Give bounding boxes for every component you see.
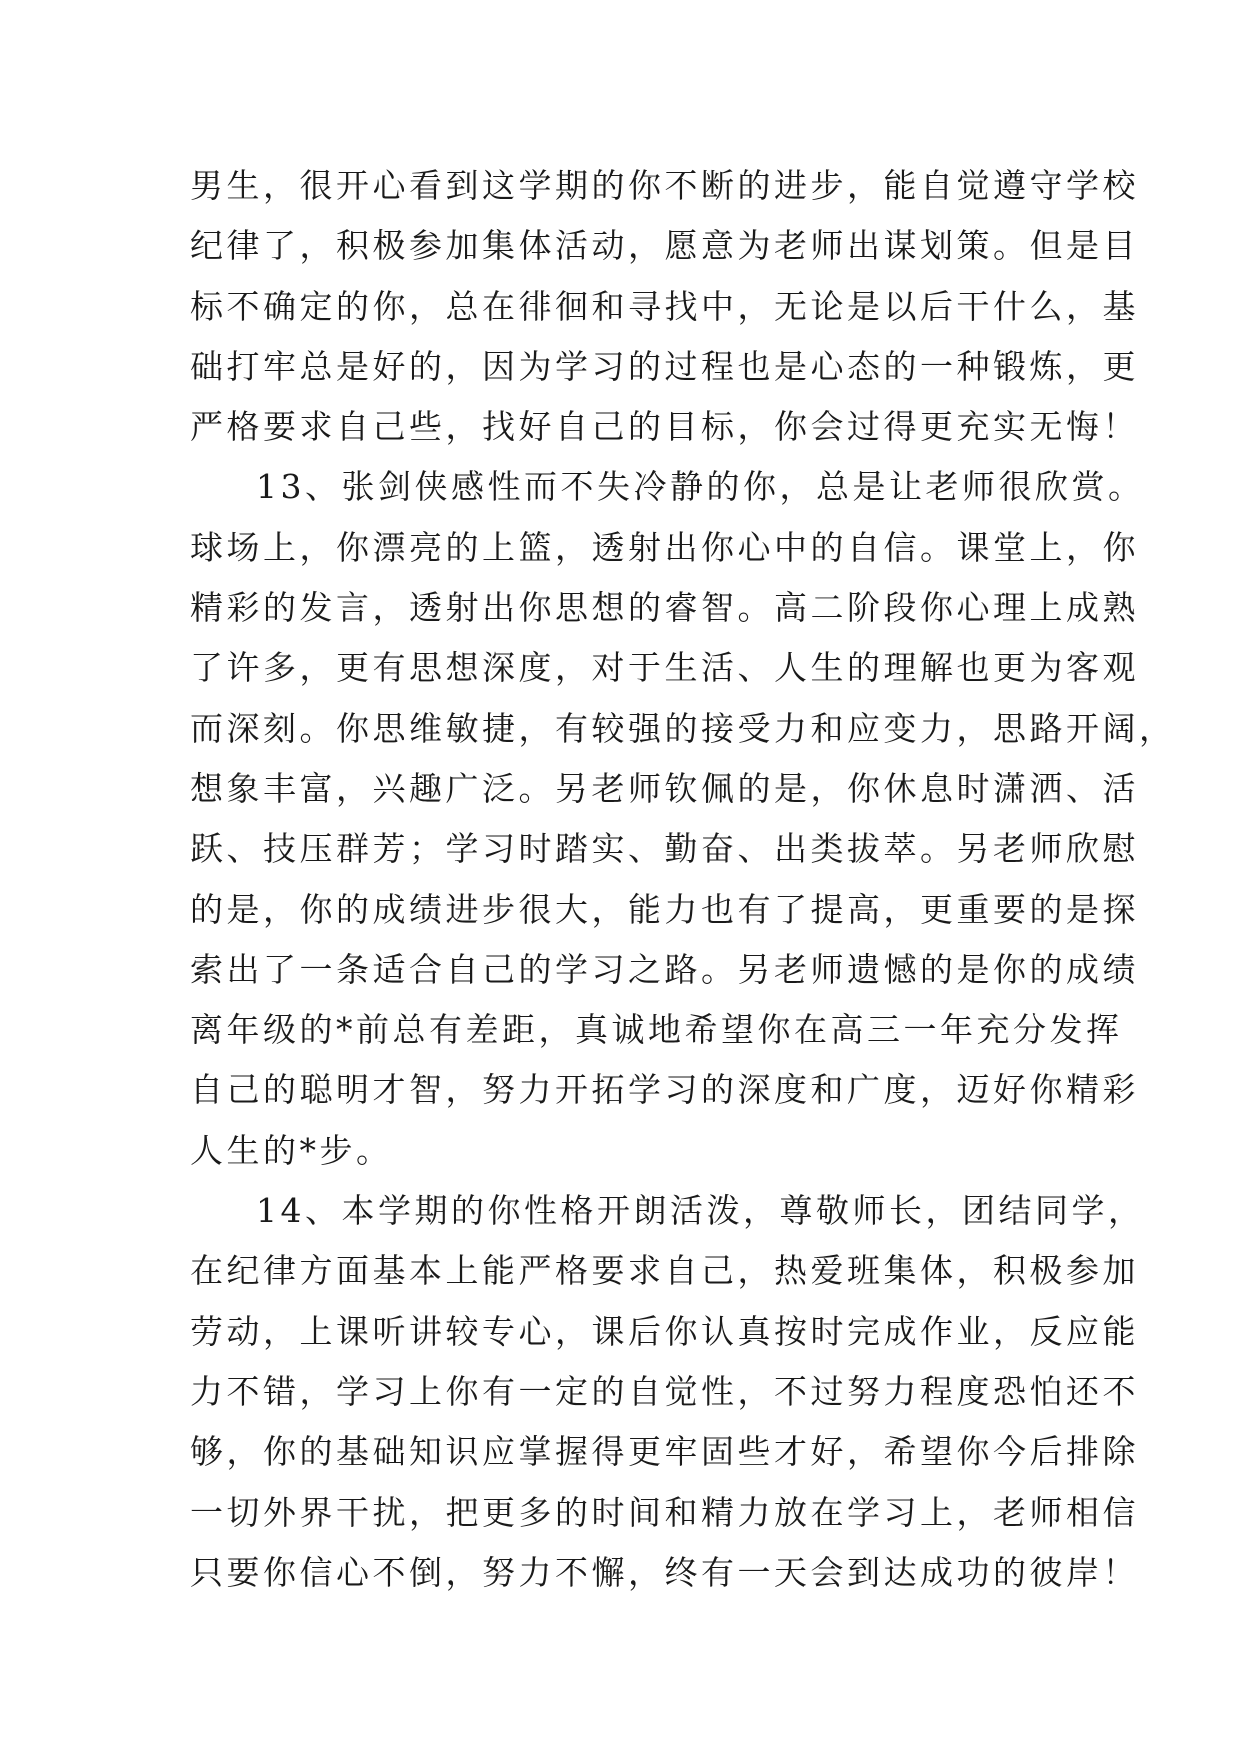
text-line: 球场上，你漂亮的上篮，透射出你心中的自信。课堂上，你 [190,527,1139,567]
text-line: 一切外界干扰，把更多的时间和精力放在学习上，老师相信 [190,1492,1139,1532]
text-line: 只要你信心不倒，努力不懈，终有一天会到达成功的彼岸！ [190,1552,1139,1592]
document-body [190,156,1176,1603]
text-line: 索出了一条适合自己的学习之路。另老师遗憾的是你的成绩 [190,949,1139,989]
text-line: 的是，你的成绩进步很大，能力也有了提高，更重要的是探 [190,889,1139,929]
text-line: 想象丰富，兴趣广泛。另老师钦佩的是，你休息时潇洒、活 [190,768,1139,808]
text-line: 在纪律方面基本上能严格要求自己，热爱班集体，积极参加 [190,1251,1139,1291]
text-line: 严格要求自己些，找好自己的目标，你会过得更充实无悔！ [190,407,1139,447]
paragraph-start-line: 13、张剑侠感性而不失冷静的你，总是让老师很欣赏。 [256,467,1145,507]
text-line: 础打牢总是好的，因为学习的过程也是心态的一种锻炼，更 [190,346,1139,386]
text-line: 精彩的发言，透射出你思想的睿智。高二阶段你心理上成熟 [190,588,1139,628]
text-line: 离年级的*前总有差距，真诚地希望你在高三一年充分发挥 [190,1010,1123,1050]
text-line: 了许多，更有思想深度，对于生活、人生的理解也更为客观 [190,648,1139,688]
text-line: 跃、技压群芳；学习时踏实、勤奋、出类拔萃。另老师欣慰 [190,829,1139,869]
text-line: 自己的聪明才智，努力开拓学习的深度和广度，迈好你精彩 [190,1070,1139,1110]
text-line: 男生，很开心看到这学期的你不断的进步，能自觉遵守学校 [190,166,1139,205]
text-line: 力不错，学习上你有一定的自觉性，不过努力程度恐怕还不 [190,1371,1139,1411]
text-line: 人生的*步。 [190,1130,393,1170]
text-line: 标不确定的你，总在徘徊和寻找中，无论是以后干什么，基 [190,286,1139,326]
text-line: 劳动，上课听讲较专心，课后你认真按时完成作业，反应能 [190,1311,1139,1351]
paragraph-start-line: 14、本学期的你性格开朗活泼，尊敬师长，团结同学， [256,1191,1145,1231]
text-line: 够，你的基础知识应掌握得更牢固些才好，希望你今后排除 [190,1432,1139,1472]
text-line: 纪律了，积极参加集体活动，愿意为老师出谋划策。但是目 [190,226,1139,266]
text-line: 而深刻。你思维敏捷，有较强的接受力和应变力，思路开阔， [190,708,1176,748]
